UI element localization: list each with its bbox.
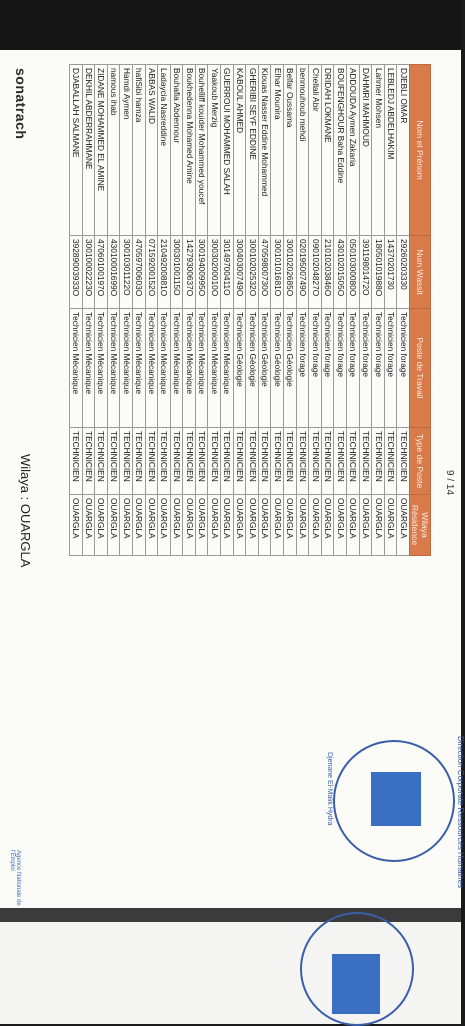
cell-poste: Technicien Mécanique [170,309,183,428]
cell-type: TECHNICIEN [284,428,297,495]
cell-name: Kiouas Nasser Eddine Mohammed [258,65,271,236]
table-row [321,65,334,556]
cell-poste: Technicien Géologie [284,309,297,428]
cell-wilaya: OUARGLA [334,495,347,556]
cell-wilaya: OUARGLA [347,495,360,556]
table-row [347,65,360,556]
cell-poste: Technicien Mécanique [158,309,171,428]
page-title: Wilaya : OUARGLA [18,454,33,568]
cell-poste: Technicien Mécanique [208,309,221,428]
cell-name: Bouhafia Abdennour [170,65,183,236]
cell-type: TECHNICIEN [233,428,246,495]
cell-name: Elhar Mounira [271,65,284,236]
document-page [0,50,465,908]
cell-poste: Technicien Mécanique [69,309,82,428]
cell-wilaya: OUARGLA [221,495,234,556]
cell-wassit: 29260203330 [397,236,410,309]
brand-logo-text: sonatrach [13,68,29,140]
cell-poste: Technicien Mécanique [120,309,133,428]
cell-wassit: 47059700603O [132,236,145,309]
column-header-poste: Poste de Travail [410,309,431,428]
cell-type: TECHNICIEN [246,428,259,495]
cell-wilaya: OUARGLA [233,495,246,556]
table-row [221,65,234,556]
cell-type: TECHNICIEN [296,428,309,495]
cell-poste: Technicien Géologie [258,309,271,428]
cell-wassit: 30010101681O [271,236,284,309]
table-row [107,65,120,556]
cell-type: TECHNICIEN [69,428,82,495]
cell-wilaya: OUARGLA [284,495,297,556]
cell-poste: Technicien forage [397,309,410,428]
cell-wassit: 47059800730O [258,236,271,309]
cell-poste: Technicien forage [334,309,347,428]
cell-wassit: 43010001699O [107,236,120,309]
cell-wilaya: OUARGLA [170,495,183,556]
table-row [384,65,397,556]
cell-poste: Technicien Mécanique [95,309,108,428]
cell-wassit: 05010300080O [347,236,360,309]
table-body [69,65,409,556]
cell-wilaya: OUARGLA [397,495,410,556]
cell-name: Hamdi Aymen [120,65,133,236]
cell-type: TECHNICIEN [158,428,171,495]
table-row [296,65,309,556]
table-row [284,65,297,556]
cell-name: Belfar Oussama [284,65,297,236]
viewer-top-bar [0,0,461,50]
cell-wilaya: OUARGLA [258,495,271,556]
cell-type: TECHNICIEN [132,428,145,495]
table-row [132,65,145,556]
stamp-logo-icon [371,772,421,826]
table-row [120,65,133,556]
cell-name: DEKHIL ABDERRAHMANE [82,65,95,236]
cell-poste: Technicien Mécanique [221,309,234,428]
cell-poste: Technicien Mécanique [145,309,158,428]
cell-type: TECHNICIEN [271,428,284,495]
stamp-ring-text: Direction Corporate Ressources Humaines [456,736,465,889]
cell-wassit: 30010202685O [284,236,297,309]
page-separator [0,908,461,922]
cell-wassit: 02019500749O [296,236,309,309]
table-row [195,65,208,556]
cell-poste: Technicien Géologie [233,309,246,428]
next-document-page [0,922,461,1024]
cell-wassit: 30010002223O [82,236,95,309]
table-row [82,65,95,556]
cell-name: ABBAS WALID [145,65,158,236]
cell-type: TECHNICIEN [120,428,133,495]
cell-wassit: 14279300637O [183,236,196,309]
cell-wassit: 30040300749O [233,236,246,309]
cell-wassit: 14370201730 [384,236,397,309]
cell-wilaya: OUARGLA [309,495,322,556]
table-row [309,65,322,556]
table-row [170,65,183,556]
cell-type: TECHNICIEN [321,428,334,495]
cell-type: TECHNICIEN [258,428,271,495]
column-header-wilaya: Wilaya Résidence [410,495,431,556]
table-row [271,65,284,556]
cell-type: TECHNICIEN [334,428,347,495]
cell-wassit: 43010201505O [334,236,347,309]
cell-type: TECHNICIEN [397,428,410,495]
table-row [334,65,347,556]
cell-wilaya: OUARGLA [359,495,372,556]
page-number: 9 / 14 [444,470,455,496]
cell-name: hafiSibi hamza [132,65,145,236]
agency-label: Agence Nationale de l'Emploi [9,850,21,906]
table-row [397,65,410,556]
table-row [233,65,246,556]
cell-wilaya: OUARGLA [372,495,385,556]
cell-poste: Technicien forage [296,309,309,428]
cell-poste: Technicien Mécanique [82,309,95,428]
official-stamp [326,736,465,889]
cell-name: DRIDAH LOKMANE [321,65,334,236]
cell-name: Ladaycia Nasreddine [158,65,171,236]
cell-wassit: 39119801472O [359,236,372,309]
cell-poste: Technicien forage [384,309,397,428]
cell-poste: Technicien forage [309,309,322,428]
cell-wassit: 18050101988O [372,236,385,309]
cell-name: namous ihab [107,65,120,236]
column-header-name: Nom et Prénom [410,65,431,236]
cell-type: TECHNICIEN [95,428,108,495]
cell-type: TECHNICIEN [208,428,221,495]
cell-wassit: 30019400995O [195,236,208,309]
cell-name: LEBLEDJ ABDELHAKIM [384,65,397,236]
table-row [372,65,385,556]
cell-wassit: 47060100197O [95,236,108,309]
cell-wilaya: OUARGLA [321,495,334,556]
table-row [208,65,221,556]
cell-wilaya: OUARGLA [132,495,145,556]
table-row [183,65,196,556]
cell-name: KABOUL AHMED [233,65,246,236]
cell-type: TECHNICIEN [145,428,158,495]
cell-wilaya: OUARGLA [271,495,284,556]
cell-wilaya: OUARGLA [296,495,309,556]
cell-name: Bouhelliff kouider Mohammed youcef [195,65,208,236]
cell-wassit: 07159200152O [145,236,158,309]
cell-type: TECHNICIEN [221,428,234,495]
cell-wilaya: OUARGLA [145,495,158,556]
cell-wassit: 30030200010O [208,236,221,309]
cell-poste: Technicien Mécanique [132,309,145,428]
cell-wassit: 09010204827O [309,236,322,309]
table-header-row [410,65,431,556]
cell-wassit: 30010202532O [246,236,259,309]
cell-poste: Technicien forage [372,309,385,428]
stamp-location-text: Djenane El-Malik Hydra [326,752,333,826]
column-header-wassit: Num Wassit [410,236,431,309]
cell-wassit: 30010301122O [120,236,133,309]
cell-poste: Technicien forage [347,309,360,428]
cell-poste: Technicien forage [321,309,334,428]
cell-name: DJEBLI OMAR [397,65,410,236]
cell-poste: Technicien Géologie [271,309,284,428]
cell-wilaya: OUARGLA [195,495,208,556]
next-page-stamp-logo-icon [332,954,380,1014]
cell-name: ZIDANE MOHAMMED EL AMINE [95,65,108,236]
cell-type: TECHNICIEN [183,428,196,495]
cell-wilaya: OUARGLA [384,495,397,556]
cell-wilaya: OUARGLA [183,495,196,556]
employee-table [69,64,431,556]
cell-type: TECHNICIEN [170,428,183,495]
table-row [158,65,171,556]
cell-type: TECHNICIEN [347,428,360,495]
cell-type: TECHNICIEN [107,428,120,495]
cell-name: DAHMRI MAHMOUD [359,65,372,236]
cell-poste: Technicien Mécanique [183,309,196,428]
cell-name: GHERIBI SEYF EDDINE [246,65,259,236]
cell-name: GUERROUI MOHAMMED SALAH [221,65,234,236]
cell-type: TECHNICIEN [359,428,372,495]
cell-type: TECHNICIEN [195,428,208,495]
cell-name: Boukhedenna Mohamed Amine [183,65,196,236]
cell-name: ADDOUDA Aymen Zakaria [347,65,360,236]
cell-name: Yaakoub Merzig [208,65,221,236]
cell-poste: Technicien Mécanique [195,309,208,428]
cell-wilaya: OUARGLA [82,495,95,556]
table-row [69,65,82,556]
cell-name: BOUFENGHOUR Baha Eddine [334,65,347,236]
cell-type: TECHNICIEN [372,428,385,495]
cell-type: TECHNICIEN [309,428,322,495]
cell-wilaya: OUARGLA [69,495,82,556]
cell-name: benmouhoub mehdi [296,65,309,236]
cell-wilaya: OUARGLA [158,495,171,556]
cell-poste: Technicien Géologie [246,309,259,428]
cell-type: TECHNICIEN [82,428,95,495]
cell-wilaya: OUARGLA [95,495,108,556]
table-row [145,65,158,556]
cell-wilaya: OUARGLA [208,495,221,556]
cell-name: Chellali Abir [309,65,322,236]
cell-wassit: 21049200881O [158,236,171,309]
rotated-document-content [0,50,465,908]
cell-wassit: 21010203846O [321,236,334,309]
cell-wassit: 39289003933O [69,236,82,309]
table-row [246,65,259,556]
table-row [95,65,108,556]
cell-wassit: 30030100115O [170,236,183,309]
cell-name: DJABALLAH SALMANE [69,65,82,236]
column-header-type: Type de Poste [410,428,431,495]
next-page-stamp [300,912,414,1026]
cell-wassit: 30149700411O [221,236,234,309]
cell-poste: Technicien forage [359,309,372,428]
table-row [359,65,372,556]
table-row [258,65,271,556]
cell-wilaya: OUARGLA [107,495,120,556]
cell-poste: Technicien Mécanique [107,309,120,428]
cell-name: Lahmer Mohsen [372,65,385,236]
cell-wilaya: OUARGLA [120,495,133,556]
cell-type: TECHNICIEN [384,428,397,495]
cell-wilaya: OUARGLA [246,495,259,556]
